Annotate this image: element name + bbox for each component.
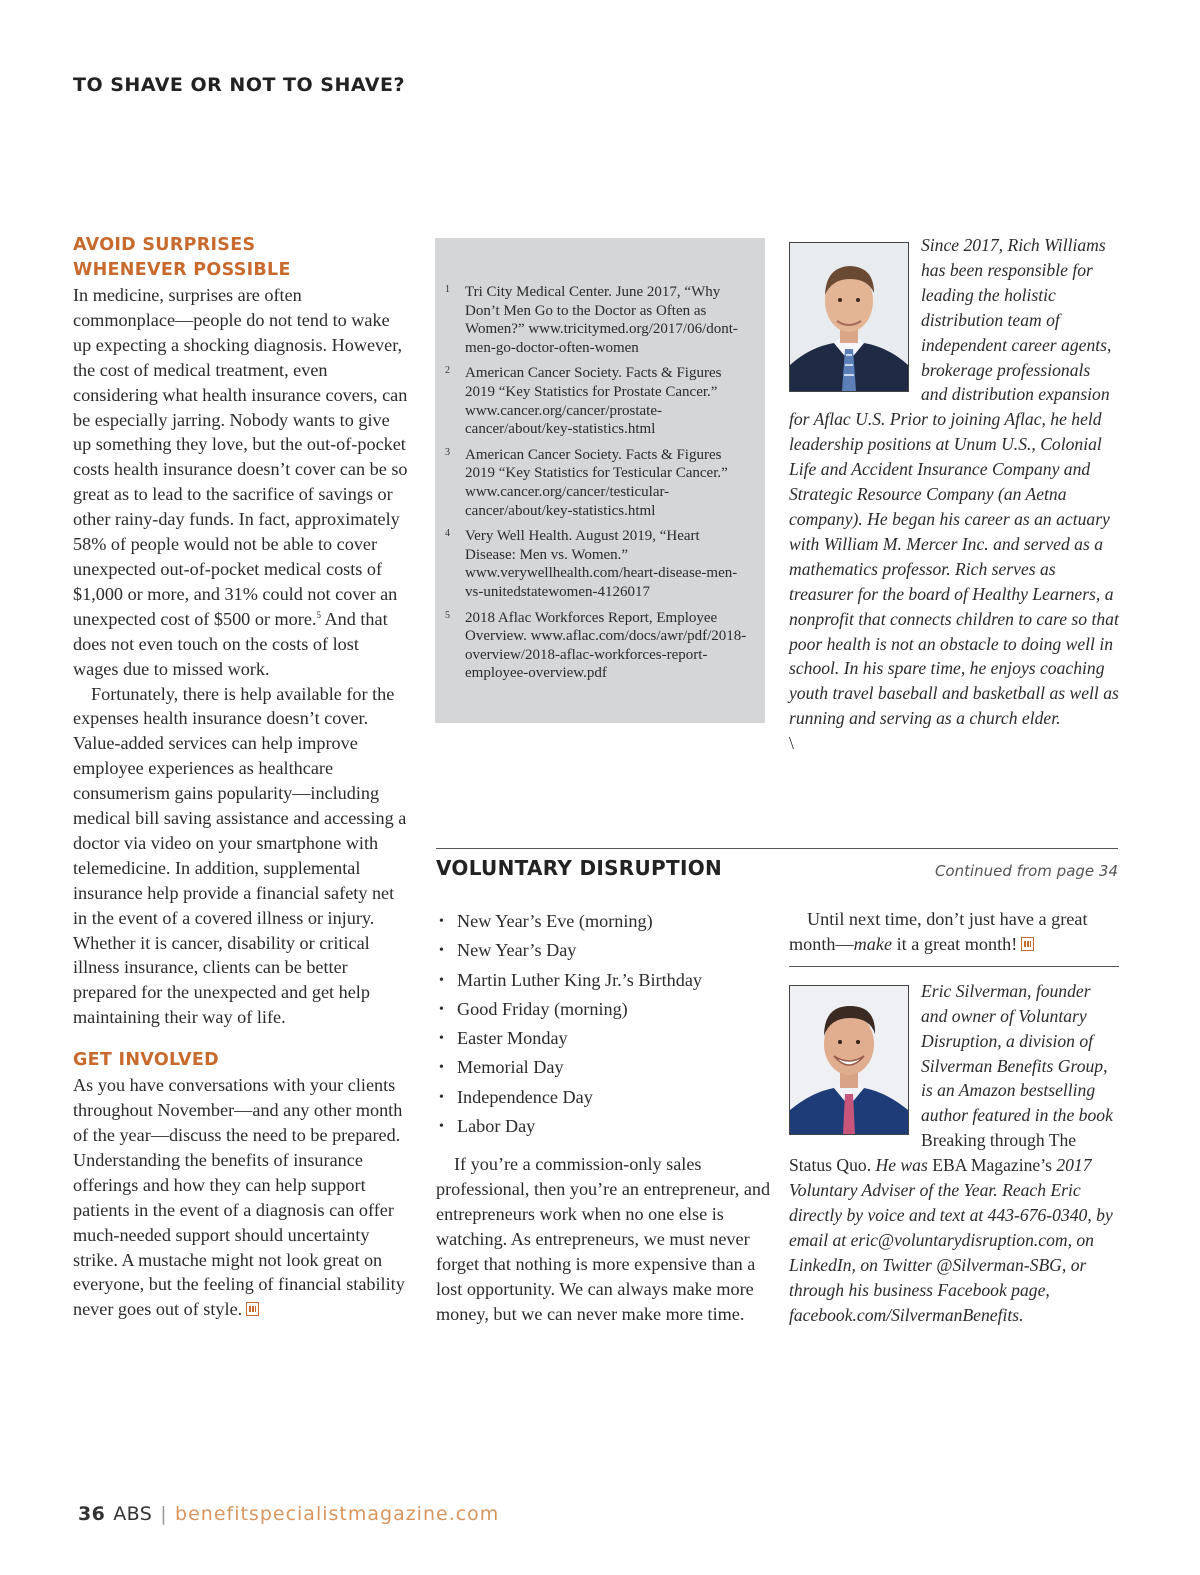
paragraph-text-tail: And that does not even touch on the costs of lost wages due to missed work.: [73, 608, 388, 679]
portrait-silverman-icon: [790, 986, 908, 1134]
list-item: • Easter Monday: [436, 1024, 771, 1053]
footnote-item: [445, 364, 751, 438]
closing-line: [789, 907, 1119, 957]
footnote-number: 4: [445, 528, 450, 540]
left-article-column: [73, 233, 408, 1322]
author-photo-silverman: [789, 985, 909, 1135]
bio-text: He was: [871, 1155, 933, 1176]
continued-from-label[interactable]: Continued from page 34: [934, 862, 1118, 880]
book-title: Breaking through The Status Quo.: [789, 1130, 1077, 1176]
publication-name: ABS: [113, 1503, 153, 1525]
bio-divider: [789, 966, 1119, 967]
paragraph-text: In medicine, surprises are often commonplace—people do not tend to wake up expecting a shocking diagnosis. However, the cost of medical treatment, even considering what health insurance covers, can be especially jarring. Nobody wants to give up something they love, but the out-of-pocket costs health insurance doesn’t cover can be so great as to lead to the sacrifice of savings or other rainy-day funds. In fact, approximately 58% of people would not be able to cover unexpected out-of-pocket medical costs of $1,000 or more, and 31% could not cover an unexpected cost of $500 or more.: [73, 285, 408, 629]
footnote-text: American Cancer Society. Facts & Figures 2019 “Key Statistics for Prostate Cancer.” www.cancer.org/cancer/prostate-cancer/about/key-statistics.html: [465, 365, 722, 438]
heading-line-1: AVOID SURPRISES: [73, 235, 256, 255]
section-divider: [436, 848, 1118, 849]
footnote-text: American Cancer Society. Facts & Figures 2019 “Key Statistics for Testicular Cancer.” www.cancer.org/cancer/testicular-cancer/about/key-statistics.html: [465, 446, 728, 519]
end-mark-icon: [246, 1302, 259, 1316]
list-item: • New Year’s Day: [436, 936, 771, 965]
list-item: • Martin Luther King Jr.’s Birthday: [436, 966, 771, 995]
footnote-ref-5[interactable]: 5: [316, 609, 321, 620]
footer-separator: |: [160, 1503, 168, 1525]
paragraph-avoid-surprises: [73, 283, 408, 682]
footnote-item: [445, 283, 751, 357]
page-footer: [78, 1503, 499, 1525]
website-link[interactable]: benefitspecialistmagazine.com: [175, 1503, 500, 1525]
footnote-number: 3: [445, 446, 450, 458]
bio-text-williams: Since 2017, Rich Williams has been responsible for leading the holistic distribution team of independent career agents, brokerage professionals and distribution expansion for Aflac U.S. Prior to joining Aflac, he held leadership positions at Unum U.S., Colonial Life and Accident Insurance Company and Strategic Resource Company (an Aetna company). He began his career as an actuary with William M. Mercer Inc. and served as a mathematics professor. Rich serves as treasurer for the board of Healthy Learners, a nonprofit that connects children to care so that poor health is not an obstacle to doing well in school. In his spare time, he enjoys coaching youth travel baseball and basketball as well as running and serving as a church elder.: [789, 235, 1119, 729]
paragraph-get-involved: [73, 1073, 408, 1322]
running-title: TO SHAVE OR NOT TO SHAVE?: [73, 74, 405, 96]
portrait-williams-icon: [790, 243, 908, 391]
author-bio-williams: [789, 233, 1121, 756]
footnote-item: [445, 446, 751, 520]
list-item: • Good Friday (morning): [436, 995, 771, 1024]
footnote-number: 2: [445, 365, 450, 377]
page-number: 36: [78, 1503, 106, 1525]
paragraph-fortunately: Fortunately, there is help available for the expenses health insurance doesn’t cover. Value-added services can help improve employee experiences as healthcare consumerism gains popularity—including medical bill saving assistance and accessing a doctor via video on your smartphone with telemedicine. In addition, supplemental insurance help provide a financial safety net in the event of a covered illness or injury. Whether it is cancer, disability or critical illness insurance, clients can be better prepared for the unexpected and get help maintaining their way of life.: [73, 683, 407, 1028]
paragraph-text: As you have conversations with your clients throughout November—and any other month of the year—discuss the need to be prepared. Understanding the benefits of insurance offerings and how they can help support patients in the event of a diagnosis can offer much-needed support should uncertainty strike. A mustache might not look great on everyone, but the feeling of financial stability never goes out of style.: [73, 1075, 405, 1320]
stray-backslash: \: [789, 733, 794, 754]
footnote-item: [445, 609, 751, 683]
holiday-list: [436, 907, 771, 1141]
voluntary-disruption-column: [436, 907, 771, 1327]
footnote-text: 2018 Aflac Workforces Report, Employee Overview. www.aflac.com/docs/awr/pdf/2018-overview/2018-aflac-workforces-report-employee-overview.pdf: [465, 609, 747, 682]
footnote-item: [445, 527, 751, 601]
footnote-number: 5: [445, 609, 450, 621]
closing-text: Until next time, don’t just have a great month—: [789, 909, 1088, 954]
list-item: • Labor Day: [436, 1112, 771, 1141]
end-mark-icon: [1021, 937, 1034, 951]
footnote-number: 1: [445, 284, 450, 295]
footnote-text: Very Well Health. August 2019, “Heart Disease: Men vs. Women.” www.verywellhealth.com/heart-disease-men-vs-unitedstatewomen-4126017: [465, 528, 738, 600]
author-photo-williams: [789, 242, 909, 392]
list-item: • Independence Day: [436, 1083, 771, 1112]
bio-text: Eric Silverman, founder and owner of Voluntary Disruption, a division of Silverman Benefits Group, is an Amazon bestselling author featured in the book: [921, 980, 1113, 1126]
section-title-voluntary-disruption: VOLUNTARY DISRUPTION: [436, 856, 723, 880]
closing-emphasis: make: [853, 933, 893, 954]
section-heading-get-involved: GET INVOLVED: [73, 1050, 219, 1071]
footnotes-box: [435, 238, 765, 723]
magazine-name: EBA Magazine’s: [932, 1155, 1052, 1176]
footnote-text: Tri City Medical Center. June 2017, “Why Don’t Men Go to the Doctor as Often as Women?” www.tricitymed.org/2017/06/dont-men-go-doctor-often-women: [465, 284, 738, 356]
bio-text: 2017 Voluntary Adviser of the Year. Reach Eric directly by voice and text at 443-676-0340, by email at eric@voluntarydisruption.com, on LinkedIn, on Twitter @Silverman-SBG, or through his business Facebook page, facebook.com/SilvermanBenefits.: [789, 1155, 1113, 1325]
closing-and-bio-column: [789, 907, 1119, 1328]
section-heading-avoid-surprises: [73, 233, 408, 283]
author-bio-silverman: [789, 979, 1119, 1328]
list-item: • Memorial Day: [436, 1053, 771, 1082]
paragraph-entrepreneur: If you’re a commission-only sales professional, then you’re an entrepreneur, and entrepreneurs work when no one else is watching. As entrepreneurs, we must never forget that nothing is more expensive than a lost opportunity. We can always make more money, but we can never make more time.: [436, 1154, 771, 1324]
list-item: • New Year’s Eve (morning): [436, 907, 771, 936]
closing-text-tail: it a great month!: [892, 933, 1018, 954]
heading-line-2: WHENEVER POSSIBLE: [73, 260, 291, 280]
